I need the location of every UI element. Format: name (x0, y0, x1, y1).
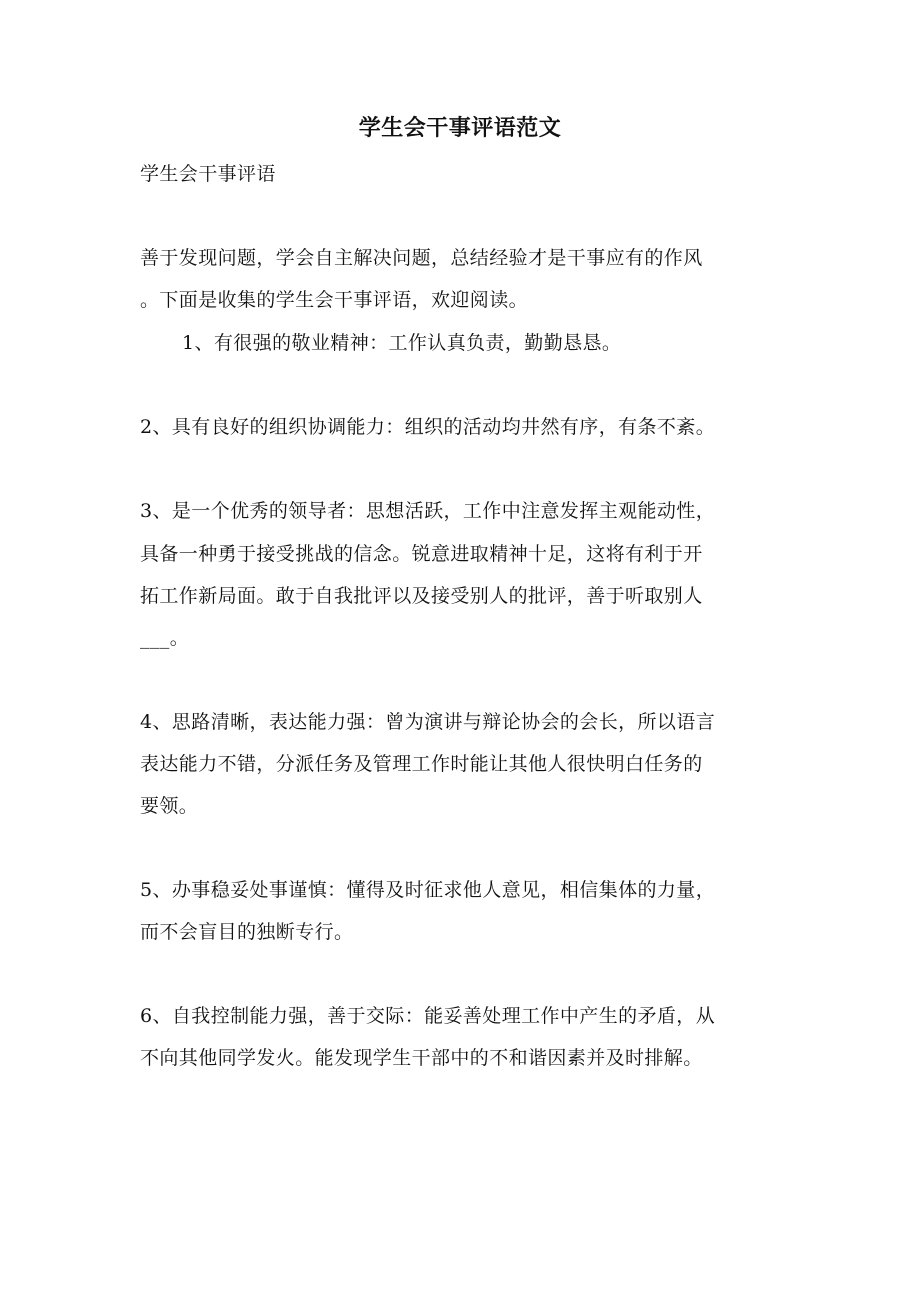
item-4-line: 表达能力不错，分派任务及管理工作时能让其他人很快明白任务的 (140, 753, 703, 775)
item-3-line: 3、是一个优秀的领导者：思想活跃，工作中注意发挥主观能动性， (140, 500, 716, 522)
item-5-line: 5、办事稳妥处事谨慎：懂得及时征求他人意见，相信集体的力量， (140, 879, 716, 901)
item-4-line: 要领。 (140, 795, 199, 817)
document-subtitle: 学生会干事评语 (140, 163, 276, 185)
item-6-line: 6、自我控制能力强，善于交际：能妥善处理工作中产生的矛盾，从 (140, 1005, 716, 1027)
item-3-line: ___。 (140, 627, 190, 649)
item-2-line: 2、具有良好的组织协调能力：组织的活动均井然有序，有条不紊。 (140, 416, 716, 438)
intro-line: 。下面是收集的学生会干事评语，欢迎阅读。 (140, 289, 529, 311)
item-1-line: 1、有很强的敬业精神：工作认真负责，勤勤恳恳。 (182, 332, 622, 354)
item-4-line: 4、思路清晰，表达能力强：曾为演讲与辩论协会的会长，所以语言 (140, 711, 716, 733)
intro-line: 善于发现问题，学会自主解决问题，总结经验才是干事应有的作风 (140, 247, 703, 269)
document-title: 学生会干事评语范文 (358, 115, 562, 141)
item-3-line: 拓工作新局面。敢于自我批评以及接受别人的批评，善于听取别人 (140, 585, 703, 607)
item-3-line: 具备一种勇于接受挑战的信念。锐意进取精神十足，这将有利于开 (140, 543, 703, 565)
item-6-line: 不向其他同学发火。能发现学生干部中的不和谐因素并及时排解。 (140, 1047, 703, 1069)
item-5-line: 而不会盲目的独断专行。 (140, 921, 354, 943)
